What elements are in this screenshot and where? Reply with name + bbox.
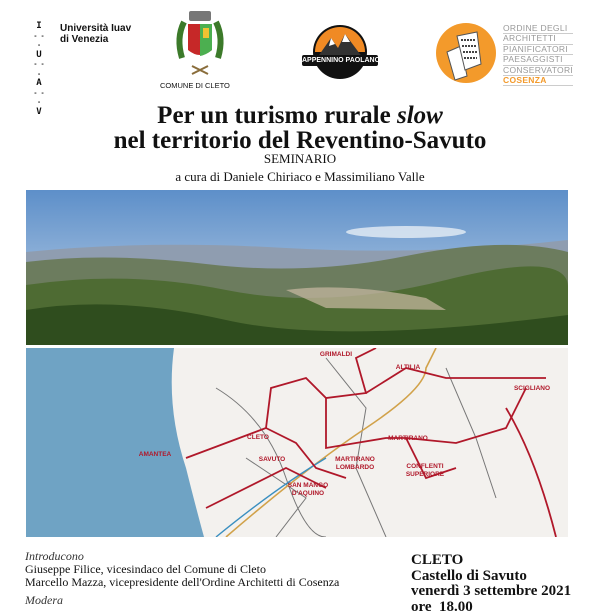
comune-coat-of-arms-icon: [172, 8, 228, 80]
ordine-line: CONSERVATORI: [503, 66, 573, 76]
map-label-cleto: CLETO: [247, 434, 269, 441]
speaker-2: Marcello Mazza, vicepresidente dell'Ordine Architetti di Cosenza: [25, 576, 339, 589]
title-line-1: [0, 103, 600, 128]
iuav-letter: V: [33, 108, 45, 118]
event-place: CLETO: [411, 553, 571, 569]
title-italic: slow: [397, 102, 443, 129]
map-label-martirano-lombardo: MARTIRANO: [335, 456, 375, 463]
iuav-letter: - - -: [33, 32, 45, 51]
ordine-line: PIANIFICATORI: [503, 45, 573, 55]
map-label-savuto: SAVUTO: [259, 456, 286, 463]
map-label-martirano-lombardo: LOMBARDO: [336, 464, 374, 471]
iuav-name-line: di Venezia: [60, 34, 131, 45]
map-label-scigliano: SCIGLIANO: [514, 385, 550, 392]
map-label-san-mango: D'AQUINO: [292, 490, 324, 497]
map-label-altilia: ALTILIA: [396, 364, 421, 371]
map-label-conflenti: SUPERIORE: [406, 471, 445, 478]
appennino-paolano-logo: [311, 24, 369, 80]
intro-label: Introducono: [25, 550, 84, 563]
landscape-photo: [26, 190, 568, 345]
map-label-amantea: AMANTEA: [139, 451, 172, 458]
iuav-letter: U: [33, 51, 45, 61]
title-text: Per un turismo rurale: [157, 102, 397, 129]
map-label-grimaldi: GRIMALDI: [320, 351, 352, 358]
iuav-letter: - - -: [33, 60, 45, 79]
title-line-2: nel territorio del Reventino-Savuto: [0, 128, 600, 153]
moderator-label: Modera: [25, 594, 63, 607]
iuav-letter: I: [33, 22, 45, 32]
ordine-line: ARCHITETTI: [503, 34, 573, 44]
iuav-name: [60, 23, 131, 45]
curators: a cura di Daniele Chiriaco e Massimiliano Valle: [0, 169, 600, 185]
ordine-name: [503, 24, 573, 86]
ordine-line: ORDINE DEGLI: [503, 24, 573, 34]
event-time: ore 18.00: [411, 600, 571, 615]
map-label-san-mango: SAN MANGO: [288, 482, 328, 489]
iuav-name-line: Università Iuav: [60, 23, 131, 34]
event-venue: Castello di Savuto: [411, 569, 571, 585]
iuav-letter: - - -: [33, 89, 45, 108]
event-date: venerdì 3 settembre 2021: [411, 584, 571, 600]
map-label-martirano: MARTIRANO: [388, 435, 428, 442]
map-label-conflenti: CONFLENTI: [406, 463, 443, 470]
ordine-architetti-logo: [435, 22, 497, 84]
route-map: [26, 348, 568, 537]
event-details: [411, 553, 571, 615]
iuav-letter: A: [33, 79, 45, 89]
ordine-line: PAESAGGISTI: [503, 55, 573, 65]
appennino-text: APPENNINO PAOLANO: [302, 55, 378, 66]
comune-caption: COMUNE DI CLETO: [160, 81, 230, 90]
ordine-line: COSENZA: [503, 76, 573, 86]
seminar-type: SEMINARIO: [0, 151, 600, 167]
speaker-1: Giuseppe Filice, vicesindaco del Comune di Cleto: [25, 563, 266, 576]
